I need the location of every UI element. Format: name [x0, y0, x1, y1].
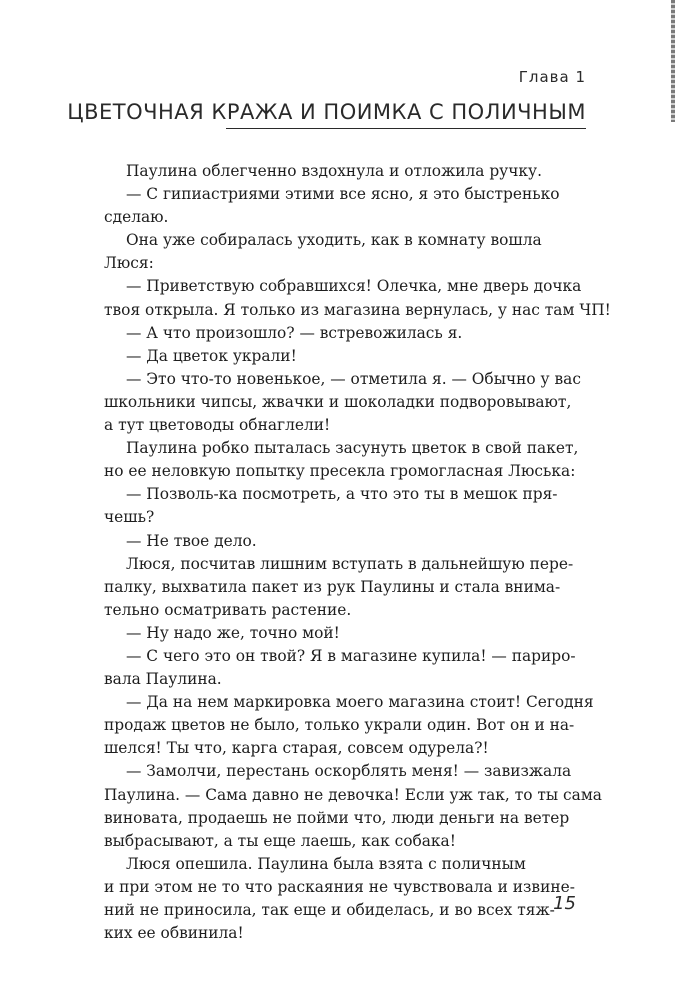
text-line: Паулина. — Сама давно не девочка! Если уж так, то ты сама	[104, 785, 602, 804]
text-line: выбрасывают, а ты еще лаешь, как собака!	[104, 831, 456, 850]
text-line: — Да цветок украли!	[126, 346, 297, 365]
text-line: — Замолчи, перестань оскорблять меня! — завизжала	[126, 762, 572, 781]
chapter-divider	[226, 128, 586, 129]
text-line: чешь?	[104, 508, 155, 527]
text-line: палку, выхватила пакет из рук Паулины и стала внима-	[104, 577, 561, 596]
text-line: ких ее обвинила!	[104, 924, 244, 943]
text-line: Она уже собиралась уходить, как в комнату вошла	[126, 231, 542, 250]
page-number: 15	[553, 893, 576, 914]
text-line: твоя открыла. Я только из магазина вернулась, у нас там ЧП!	[104, 300, 611, 319]
text-line: тельно осматривать растение.	[104, 600, 352, 619]
text-line: Паулина облегченно вздохнула и отложила ручку.	[126, 162, 542, 180]
text-line: а тут цветоводы обнаглели!	[104, 416, 331, 435]
text-line: — Ну надо же, точно мой!	[126, 623, 340, 642]
text-line: шелся! Ты что, карга старая, совсем одурела?!	[104, 739, 489, 758]
text-line: Люся:	[104, 254, 154, 273]
text-line: сделаю.	[104, 208, 169, 227]
text-line: — С гипиастриями этими все ясно, я это быстренько	[126, 185, 560, 204]
text-line: — Позволь-ка посмотреть, а что это ты в мешок пря-	[126, 485, 558, 504]
text-line: — А что произошло? — встревожилась я.	[126, 323, 463, 342]
text-line: Люся, посчитав лишним вступать в дальнейшую пере-	[126, 554, 574, 573]
page-edge-marker	[671, 0, 675, 122]
text-line: Паулина робко пыталась засунуть цветок в свой пакет,	[126, 439, 579, 458]
text-line: виновата, продаешь не пойми что, люди деньги на ветер	[104, 808, 570, 827]
text-line: ний не приносила, так еще и обиделась, и во всех тяж-	[104, 901, 555, 919]
chapter-title: ЦВЕТОЧНАЯ КРАЖА И ПОИМКА С ПОЛИЧНЫМ	[67, 100, 586, 124]
text-line: — Приветствую собравшихся! Олечка, мне дверь дочка	[126, 277, 582, 296]
text-line: вала Паулина.	[104, 670, 222, 689]
text-line: но ее неловкую попытку пресекла громогласная Люська:	[104, 462, 576, 481]
text-line: школьники чипсы, жвачки и шоколадки подворовывают,	[104, 392, 572, 411]
text-line: — С чего это он твой? Я в магазине купила! — париро-	[126, 646, 576, 665]
chapter-label: Глава 1	[518, 68, 586, 86]
text-line: — Не твое дело.	[126, 531, 257, 550]
text-line: продаж цветов не было, только украли один. Вот он и на-	[104, 716, 575, 735]
text-line: — Это что-то новенькое, — отметила я. — Обычно у вас	[126, 369, 581, 388]
text-line: Люся опешила. Паулина была взята с поличным	[126, 854, 526, 873]
text-line: — Да на нем маркировка моего магазина стоит! Сегодня	[126, 693, 594, 712]
text-line: и при этом не то что раскаяния не чувствовала и извине-	[104, 877, 575, 896]
